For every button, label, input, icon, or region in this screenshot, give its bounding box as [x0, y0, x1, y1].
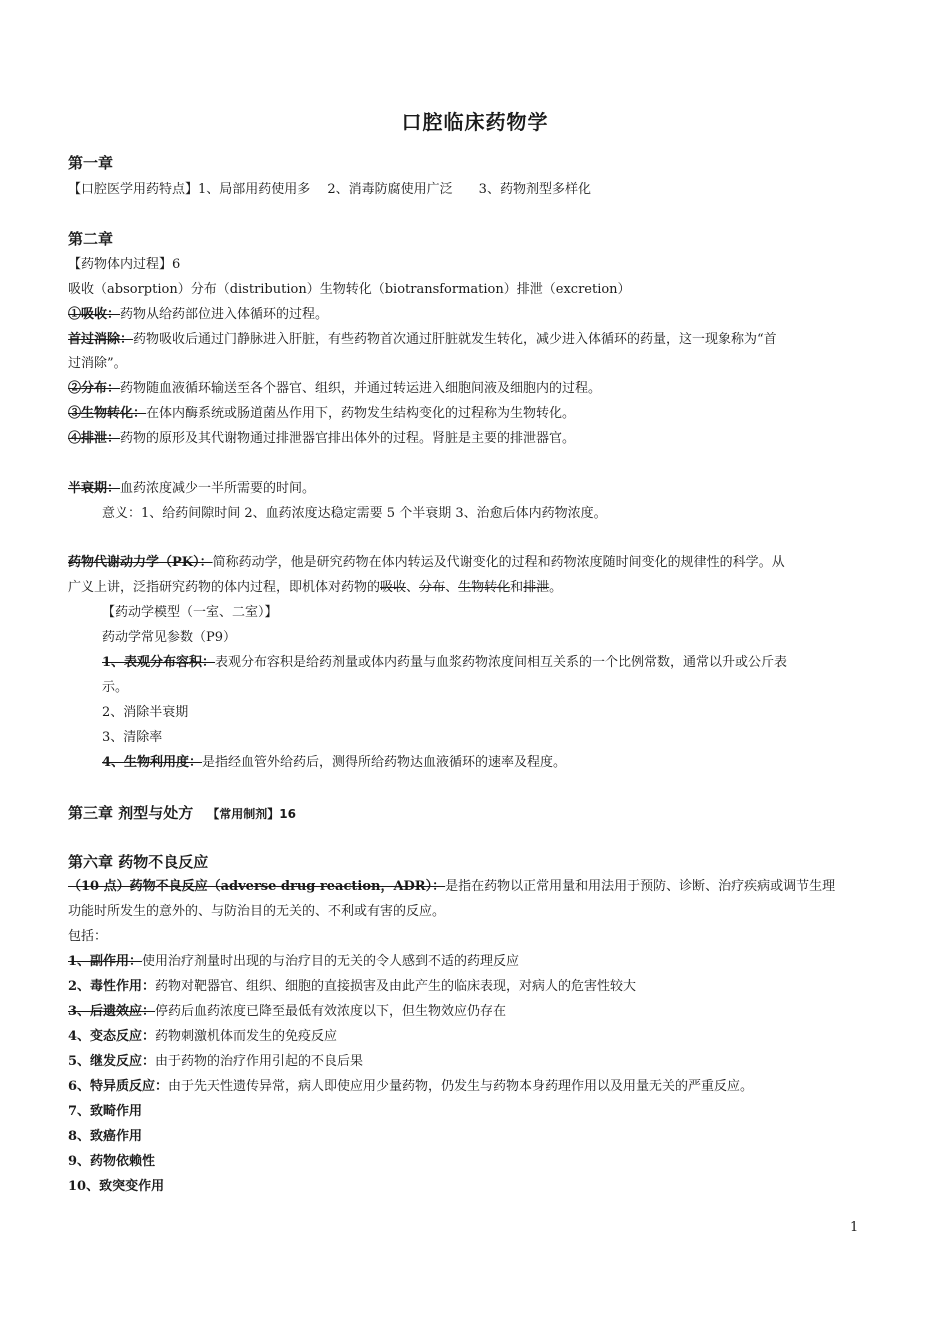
chapter-6-heading: 第六章 药物不良反应: [68, 853, 209, 871]
firstpass-line: [68, 331, 777, 349]
adr-item-6-term: 6、特异质反应：: [68, 1079, 169, 1094]
chapter-3-title: 第三章 剂型与处方: [68, 804, 194, 822]
pk-word-absorb: 吸收: [380, 580, 407, 595]
param-2: 2、消除半衰期: [102, 705, 189, 720]
dist-text: 药物随血液循环输送至各个器官、组织，并通过转运进入细胞间液及细胞内的过程。: [120, 381, 602, 396]
bio-text: 在体内酶系统或肠道菌丛作用下，药物发生结构变化的过程称为生物转化。: [146, 406, 576, 421]
adr-item-3: [68, 1003, 506, 1021]
pk-params: 药动学常见参数（P9）: [102, 630, 237, 645]
adr-item-2-term: 2、毒性作用：: [68, 979, 156, 994]
dist-line: [68, 380, 601, 398]
param-4-line: [102, 754, 566, 772]
halflife-line: [68, 480, 315, 498]
firstpass-text: 药物吸收后通过门静脉进入肝脏，有些药物首次通过肝脏就发生转化，减少进入体循环的药量，这一现象称为“首: [133, 332, 777, 347]
halflife-term: 半衰期：: [68, 481, 121, 496]
adr-item-1: [68, 953, 519, 971]
pk-sep-3: 和: [510, 580, 524, 595]
adr-item-7: 7、致畸作用: [68, 1104, 143, 1119]
pk-model: 【药动学模型（一室、二室）】: [102, 605, 278, 620]
pk-end: 。: [549, 580, 563, 595]
chapter-1-heading: 第一章: [68, 154, 114, 172]
param-1-text: 表观分布容积是给药剂量或体内药量与血浆药物浓度间相互关系的一个比例常数，通常以升或公斤表: [215, 655, 788, 670]
adr-item-2-text: 药物对靶器官、组织、细胞的直接损害及由此产生的临床表现，对病人的危害性较大: [155, 979, 637, 994]
pk-text: 简称药动学，他是研究药物在体内转运及代谢变化的过程和药物浓度随时间变化的规律性的科学。从: [212, 555, 785, 570]
pk-term: 药物代谢动力学（PK）：: [68, 555, 213, 570]
adr-line: [68, 878, 835, 896]
excr-term: ④排泄：: [68, 431, 121, 446]
adr-item-9: 9、药物依赖性: [68, 1154, 156, 1169]
absorb-line: [68, 306, 328, 324]
pk-word-dist: 分布: [419, 580, 446, 595]
adr-item-3-term: 3、后遗效应：: [68, 1004, 156, 1019]
param-3: 3、清除率: [102, 730, 163, 745]
halflife-text: 血药浓度减少一半所需要的时间。: [120, 481, 316, 496]
adr-item-3-text: 停药后血药浓度已降至最低有效浓度以下，但生物效应仍存在: [155, 1004, 507, 1019]
pk-text-2: 广义上讲，泛指研究药物的体内过程，即机体对药物的: [68, 580, 381, 595]
pk-sep-2: 、: [445, 580, 459, 595]
adr-item-4-term: 4、变态反应：: [68, 1029, 156, 1044]
ch1-line: 【口腔医学用药特点】1、局部用药使用多 2、消毒防腐使用广泛 3、药物剂型多样化: [68, 182, 591, 197]
firstpass-line-2: 过消除”。: [68, 356, 127, 371]
adr-text: 是指在药物以正常用量和用法用于预防、诊断、治疗疾病或调节生理: [445, 879, 836, 894]
halflife-meaning: 意义：1、给药间隙时间 2、血药浓度达稳定需要 5 个半衰期 3、治愈后体内药物浓度。: [102, 506, 607, 521]
pk-sep-1: 、: [406, 580, 420, 595]
include-label: 包括：: [68, 929, 108, 944]
pk-line-2: [68, 579, 562, 597]
bio-term: ③生物转化：: [68, 406, 147, 421]
chapter-3-note: 【常用制剂】16: [207, 807, 296, 821]
param-4-term: 4、生物利用度：: [102, 755, 203, 770]
adr-item-1-term: 1、副作用：: [68, 954, 143, 969]
adr-item-5-term: 5、继发反应：: [68, 1054, 156, 1069]
dist-term: ②分布：: [68, 381, 121, 396]
adr-line-2: 功能时所发生的意外的、与防治目的无关的、不利或有害的反应。: [68, 904, 446, 919]
adr-term: （10 点）药物不良反应（adverse drug reaction，ADR）：: [68, 879, 446, 894]
chapter-2-heading: 第二章: [68, 230, 114, 248]
process-title: 【药物体内过程】6: [68, 257, 181, 272]
document-title: 口腔临床药物学: [401, 110, 549, 134]
adr-item-2: [68, 978, 636, 996]
adr-item-10: 10、致突变作用: [68, 1179, 165, 1194]
adr-item-1-text: 使用治疗剂量时出现的与治疗目的无关的令人感到不适的药理反应: [142, 954, 520, 969]
param-1-line: [102, 654, 787, 672]
adr-item-6-text: 由于先天性遗传异常，病人即使应用少量药物，仍发生与药物本身药理作用以及用量无关的严重反应。: [168, 1079, 754, 1094]
absorb-text: 药物从给药部位进入体循环的过程。: [120, 307, 329, 322]
param-1-term: 1、表观分布容积：: [102, 655, 216, 670]
firstpass-term: 首过消除：: [68, 332, 134, 347]
pk-word-excr: 排泄: [523, 580, 550, 595]
page-number: 1: [850, 1220, 859, 1235]
chapter-3-heading: [68, 802, 296, 823]
adr-item-6: [68, 1078, 753, 1096]
absorb-term: ①吸收：: [68, 307, 121, 322]
adr-item-4: [68, 1028, 337, 1046]
bio-line: [68, 405, 575, 423]
adr-item-8: 8、致癌作用: [68, 1129, 143, 1144]
param-1-line-2: 示。: [102, 680, 129, 695]
adr-item-5-text: 由于药物的治疗作用引起的不良后果: [155, 1054, 364, 1069]
process-list: 吸收（absorption）分布（distribution）生物转化（biotransformation）排泄（excretion）: [68, 282, 631, 297]
pk-word-bio: 生物转化: [458, 580, 511, 595]
param-4-text: 是指经血管外给药后，测得所给药物达血液循环的速率及程度。: [202, 755, 567, 770]
pk-line: [68, 554, 785, 572]
adr-item-5: [68, 1053, 363, 1071]
adr-item-4-text: 药物刺激机体而发生的免疫反应: [155, 1029, 338, 1044]
excr-text: 药物的原形及其代谢物通过排泄器官排出体外的过程。肾脏是主要的排泄器官。: [120, 431, 576, 446]
excr-line: [68, 430, 575, 448]
